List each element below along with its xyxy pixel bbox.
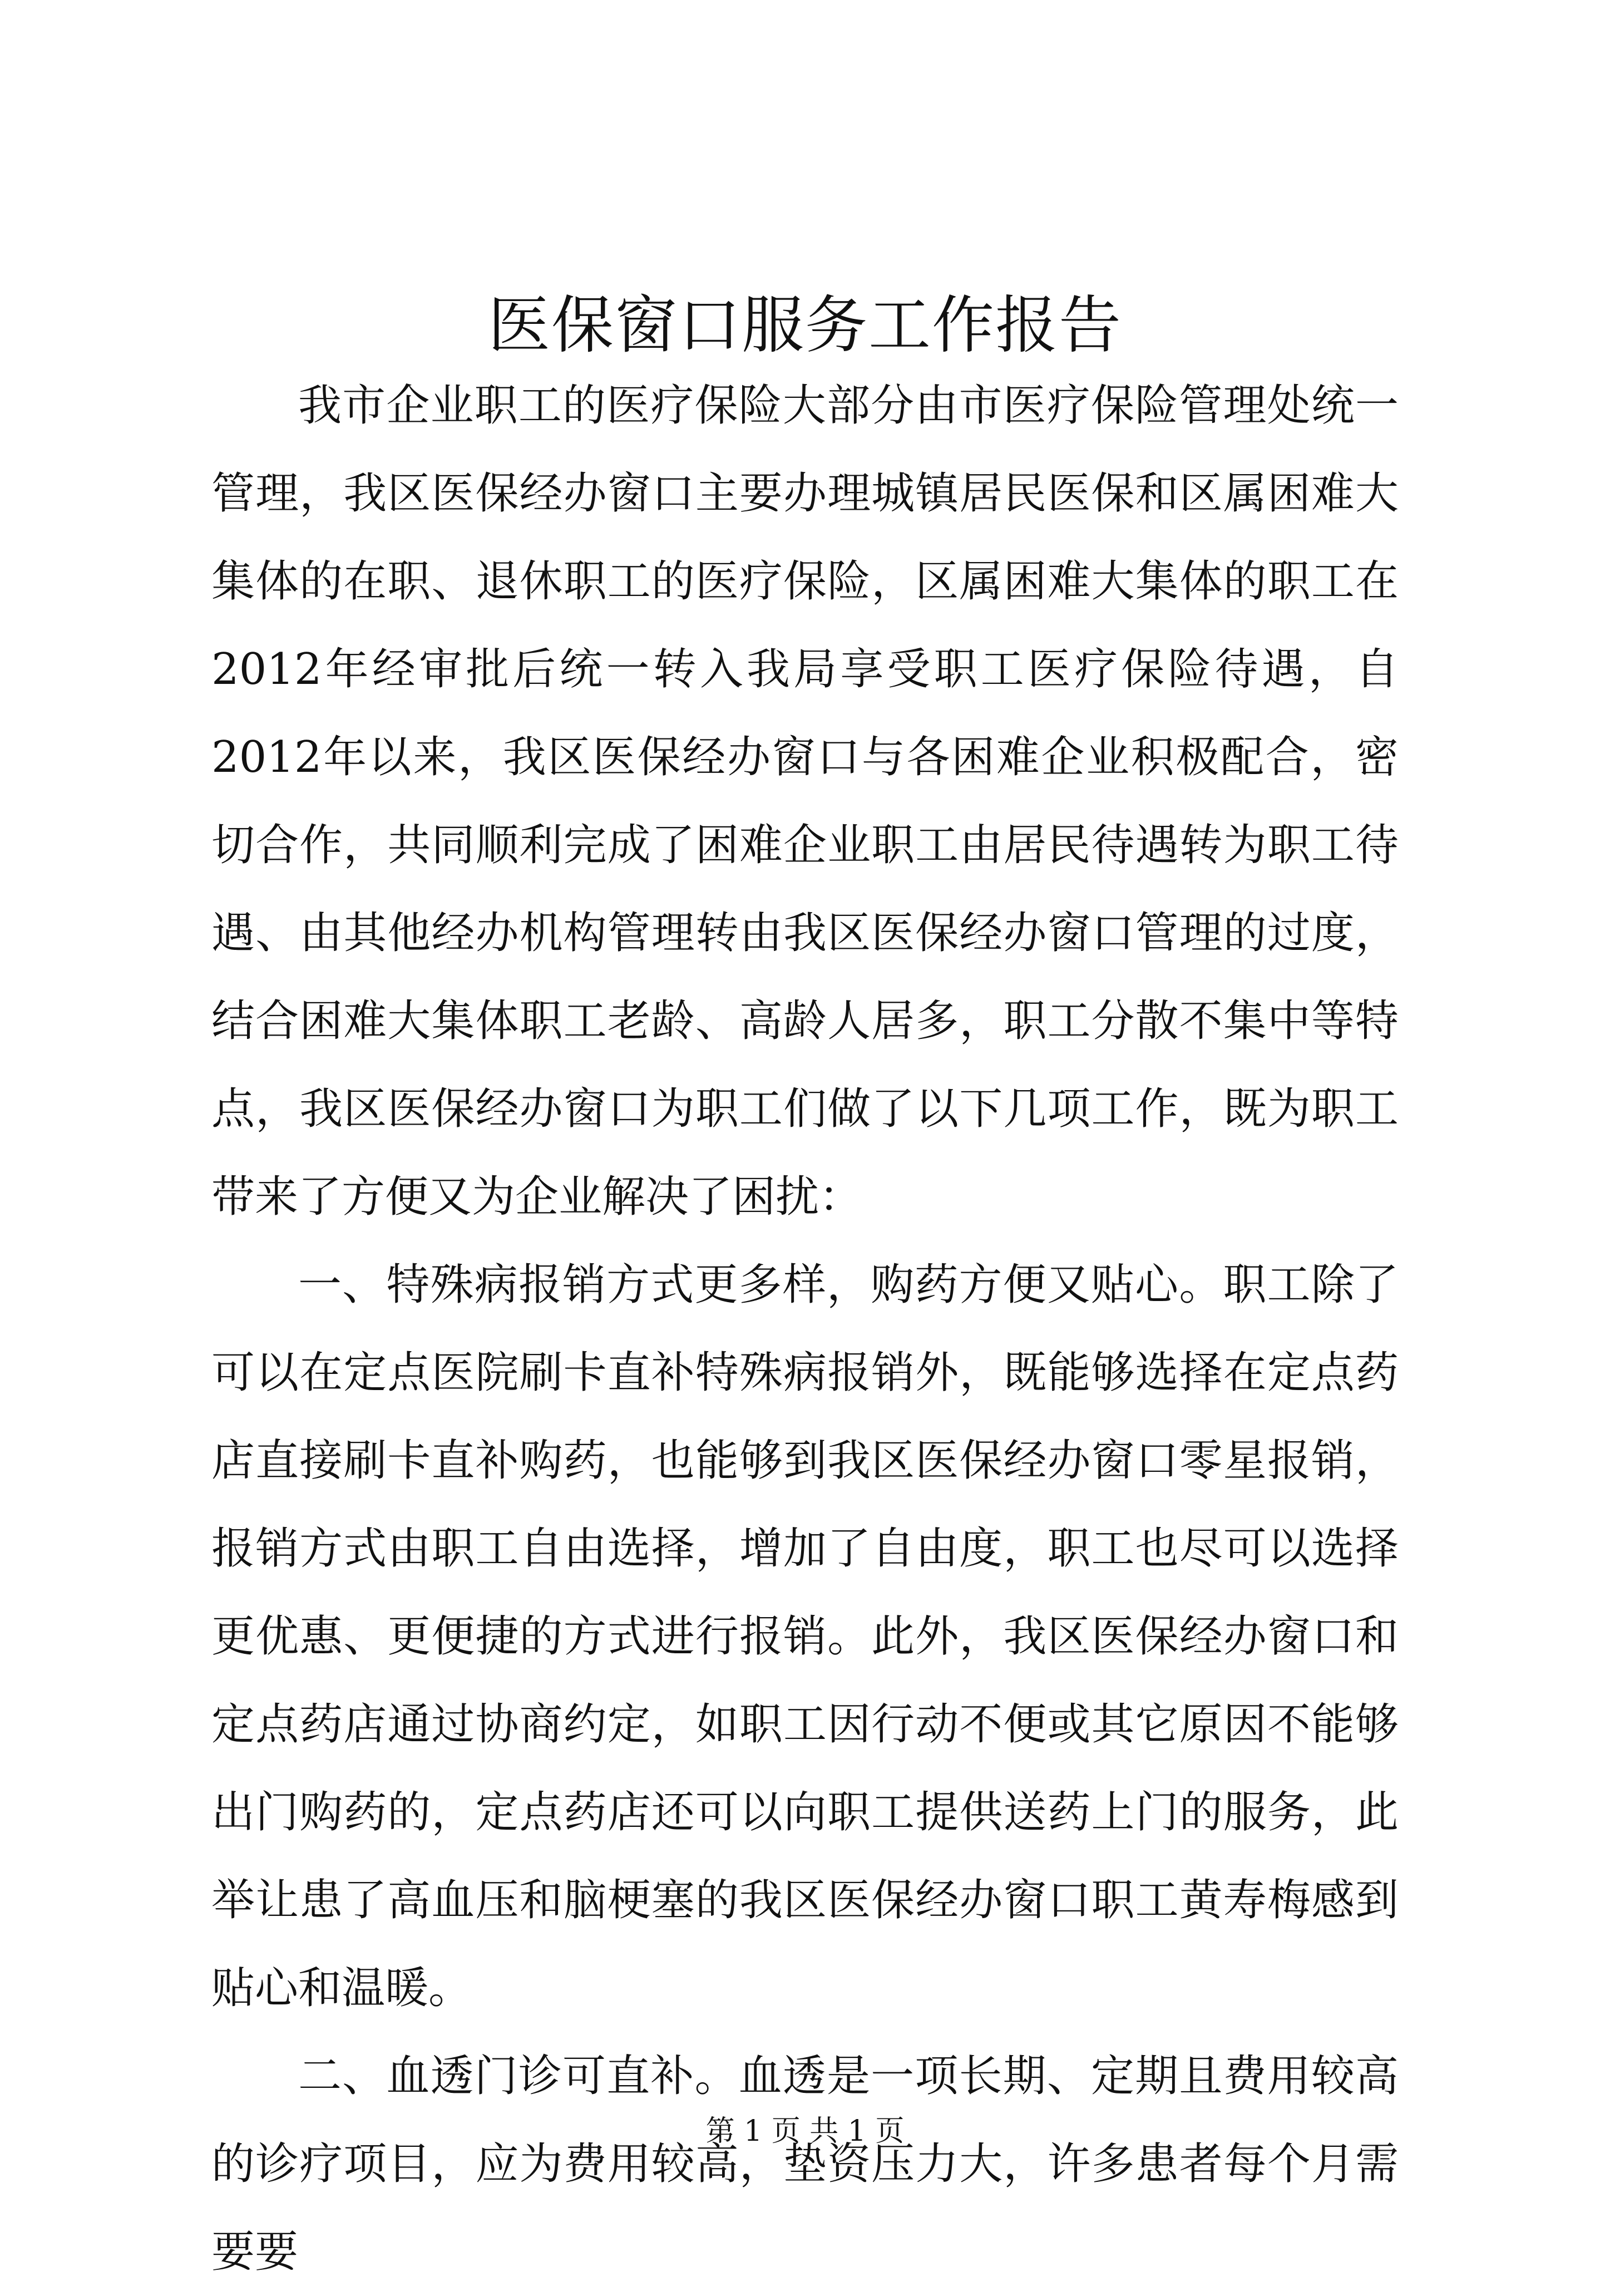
paragraph-intro: 我市企业职工的医疗保险大部分由市医疗保险管理处统一管理，我区医保经办窗口主要办理城镇居民医保和区属困难大集体的在职、退休职工的医疗保险，区属困难大集体的职工在2012年经审批后统一转入我局享受职工医疗保险待遇，自2012年以来，我区医保经办窗口与各困难企业积极配合，密切合作，共同顺利完成了困难企业职工由居民待遇转为职工待遇、由其他经办机构管理转由我区医保经办窗口管理的过度，结合困难大集体职工老龄、高龄人居多，职工分散不集中等特点，我区医保经办窗口为职工们做了以下几项工作，既为职工带来了方便又为企业解决了困扰：: [211, 381, 1399, 1222]
document-body: [211, 362, 1399, 2296]
page-footer: 第 1 页 共 1 页: [705, 2115, 905, 2148]
paragraph-section-2: 二、血透门诊可直补。血透是一项长期、定期且费用较高的诊疗项目，应为费用较高，垫资压力大，许多患者每个月需要要: [211, 2051, 1399, 2277]
paragraph-section-1: 一、特殊病报销方式更多样，购药方便又贴心。职工除了可以在定点医院刷卡直补特殊病报销外，既能够选择在定点药店直接刷卡直补购药，也能够到我区医保经办窗口零星报销，报销方式由职工自由选择，增加了自由度，职工也尽可以选择更优惠、更便捷的方式进行报销。此外，我区医保经办窗口和定点药店通过协商约定，如职工因行动不便或其它原因不能够出门购药的，定点药店还可以向职工提供送药上门的服务，此举让患了高血压和脑梗塞的我区医保经办窗口职工黄寿梅感到贴心和温暖。: [211, 1260, 1399, 2013]
document-title: 医保窗口服务工作报告: [488, 289, 1122, 362]
